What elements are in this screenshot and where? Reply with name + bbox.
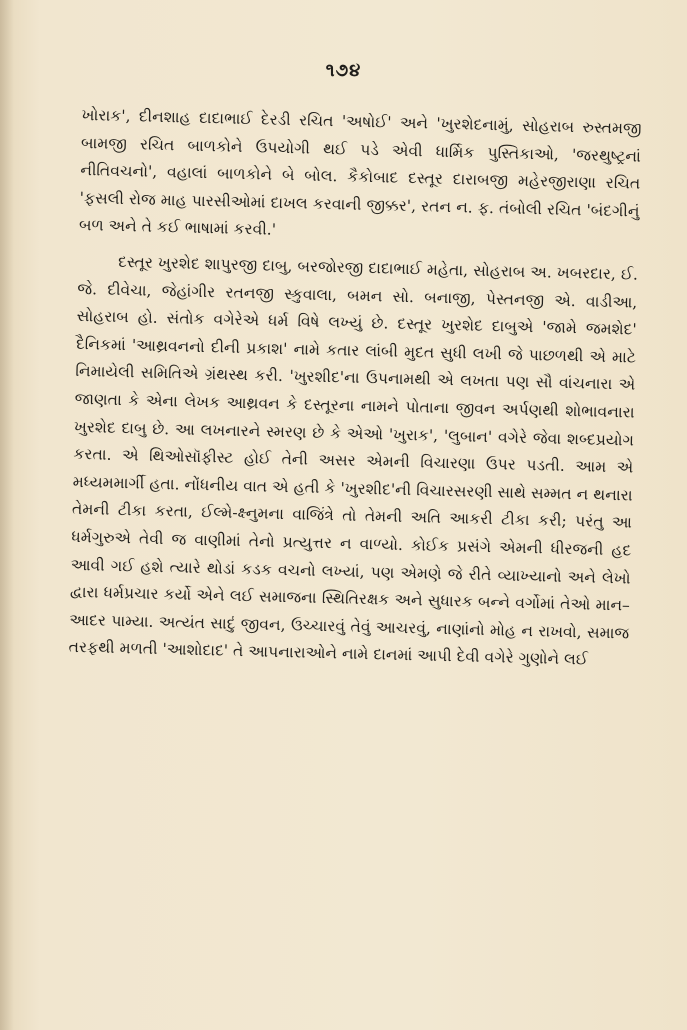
page-binding-shadow xyxy=(0,0,14,1030)
body-text xyxy=(68,102,642,675)
paragraph-1: ખોરાક', દીનશાહ દાદાભાઈ દેરડી રચિત 'અષોઈ' અને 'ખુરશેદનામું, સોહરાબ રુસ્તમજી બામજી રચિત બાળકોને ઉપયોગી થઈ પડે એવી ધાર્મિક પુસ્તિકાઓ, 'જરથુષ્ટ્રનાં નીતિવચનો', વહાલાં બાળકોને બે બોલ. કૈકોબાદ દસ્તૂર દારાબજી મહેરજીરાણા રચિત 'ફસલી રોજ માહ પારસીઓમાં દાખલ કરવાની જીક્કર', રતન ન. ફ. તંબોલી રચિત 'બંદગીનું બળ અને તે કઈ ભાષામાં કરવી.' xyxy=(78,105,642,240)
page-number: ૧૭૪ xyxy=(325,60,362,81)
paragraph-2: દસ્તૂર ખુરશેદ શાપુરજી દાબુ, બરજોરજી દાદાભાઈ મહેતા, સોહરાબ અ. ખબરદાર, ઈ. જે. દીવેચા, જેહાંગીર રતનજી સ્કુવાલા, બમન સો. બનાજી, પેસ્તનજી એ. વાડીઆ, સોહરાબ હો. સંતોક વગેરેએ ધર્મ વિષે લખ્યું છે. દસ્તૂર ખુરશેદ દાબુએ 'જામે જમશેદ' દૈનિકમાં 'આથ્રવનનો દીની પ્રકાશ' નામે કતાર લાંબી મુદત સુધી લખી જે પાછળથી એ માટે નિમાયેલી સમિતિએ ગ્રંથસ્થ કરી. 'ખુરશીદ'ના ઉપનામથી એ લખતા પણ સૌ વાંચનારા એ જાણતા કે એના લેખક આથ્રવન કે દસ્તૂરના નામને પોતાના જીવન અર્પણથી શોભાવનારા ખુરશેદ દાબુ છે. આ લખનારને સ્મરણ છે કે એઓ 'ખુરાક', 'લુબાન' વગેરે જેવા શબ્દપ્રયોગ કરતા. એ થિઓસૉફીસ્ટ હોઈ તેની અસર એમની વિચારણા ઉપર પડતી. આમ એ મધ્યમમાર્ગી હતા. નોંધનીય વાત એ હતી કે 'ખુરશીદ'ની વિચારસરણી સાથે સમ્મત ન થનારા તેમની ટીકા કરતા, ઈલ્મે-ક્ષ્નુમના વાજિંત્રે તો તેમની અતિ આકરી ટીકા કરી; પરંતુ આ ધર્મગુરુએ તેવી જ વાણીમાં તેનો પ્રત્યુત્તર ન વાળ્યો. કોઈક પ્રસંગે એમની ધીરજની હદ આવી ગઈ હશે ત્યારે થોડાં કડક વચનો લખ્યાં, પણ એમણે જે રીતે વ્યાખ્યાનો અને લેખો દ્વારા ધર્મપ્રચાર કર્યો એને લઈ સમાજના સ્થિતિરક્ષક અને સુધારક બન્ને વર્ગોમાં તેઓ માન–આદર પામ્યા. અત્યંત સાદું જીવન, ઉચ્ચારવું તેવું આચરવું, નાણાંનો મોહ ન રાખવો, સમાજ તરફથી મળતી 'આશોદાદ' તે આપનારાઓને નામે દાનમાં આપી દેવી વગેરે ગુણોને લઈ xyxy=(68,252,639,669)
